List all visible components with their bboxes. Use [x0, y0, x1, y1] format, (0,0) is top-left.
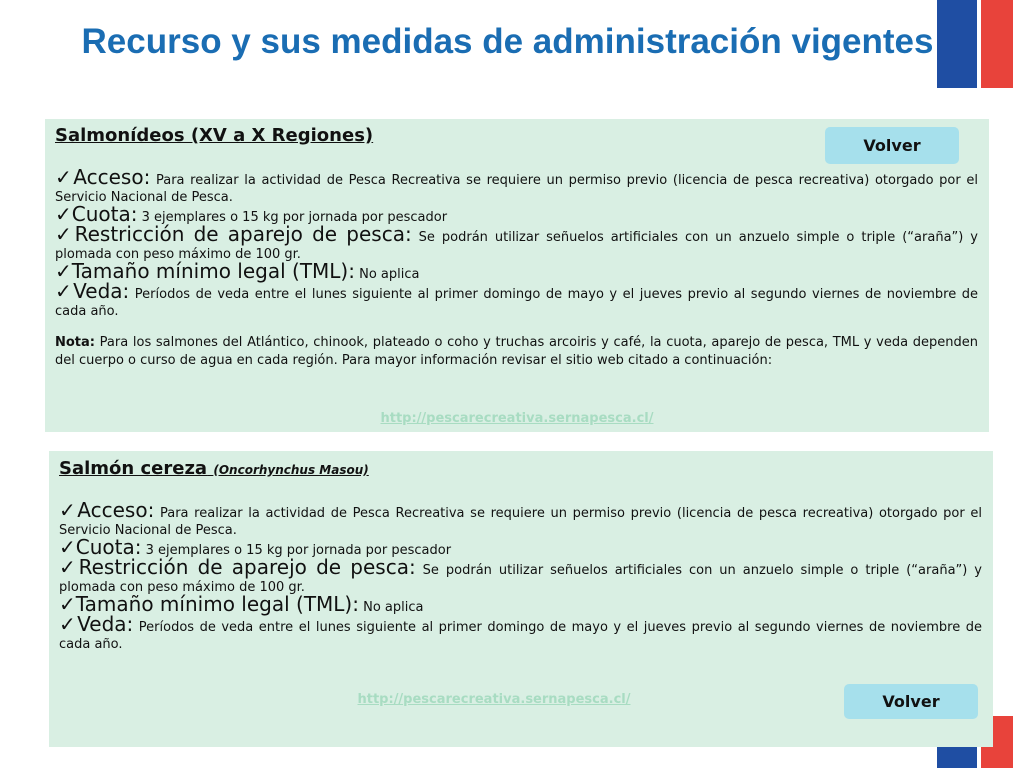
check-icon: ✓: [55, 222, 75, 246]
item-acceso: ✓Acceso: Para realizar la actividad de Pesca Recreativa se requiere un permiso previo (licencia de pesca recreativa) otorgado por el Servicio Nacional de Pesca.: [55, 165, 979, 205]
check-icon: ✓: [59, 592, 76, 616]
volver-button[interactable]: Volver: [844, 684, 978, 719]
volver-button[interactable]: Volver: [825, 127, 959, 164]
scientific-name: (Oncorhynchus Masou): [213, 463, 369, 477]
check-icon: ✓: [59, 535, 76, 559]
section-heading: Salmón cereza (Oncorhynchus Masou): [59, 458, 369, 479]
section-salmonideos: [45, 119, 989, 432]
check-icon: ✓: [59, 612, 78, 636]
check-icon: ✓: [55, 279, 74, 303]
check-icon: ✓: [55, 259, 72, 283]
section-heading: Salmonídeos (XV a X Regiones): [55, 125, 374, 146]
item-restriccion: ✓Restricción de aparejo de pesca: Se podrán utilizar señuelos artificiales con un anzuelo simple o triple (“araña”) y plomada con peso máximo de 100 gr.: [55, 222, 979, 262]
sernapesca-link[interactable]: http://pescarecreativa.sernapesca.cl/: [380, 411, 654, 426]
check-icon: ✓: [55, 165, 74, 189]
check-icon: ✓: [55, 202, 72, 226]
item-tml: ✓Tamaño mínimo legal (TML): No aplica: [55, 259, 420, 283]
item-veda: ✓Veda: Períodos de veda entre el lunes siguiente al primer domingo de mayo y el jueves previo al segundo viernes de noviembre de cada año.: [59, 612, 982, 652]
sernapesca-link[interactable]: http://pescarecreativa.sernapesca.cl/: [357, 692, 631, 707]
check-icon: ✓: [59, 498, 78, 522]
page-title: Recurso y sus medidas de administración vigentes: [81, 22, 934, 61]
item-acceso: ✓Acceso: Para realizar la actividad de Pesca Recreativa se requiere un permiso previo (licencia de pesca recreativa) otorgado por el Servicio Nacional de Pesca.: [59, 498, 983, 538]
item-tml: ✓Tamaño mínimo legal (TML): No aplica: [59, 592, 424, 616]
nota-text: Nota: Para los salmones del Atlántico, chinook, plateado o coho y truchas arcoiris y café, la cuota, aparejo de pesca, TML y veda dependen del cuerpo o curso de agua en cada región. Para mayor información revisar el sitio web citado a continuación:: [55, 335, 978, 368]
item-restriccion: ✓Restricción de aparejo de pesca: Se podrán utilizar señuelos artificiales con un anzuelo simple o triple (“araña”) y plomada con peso máximo de 100 gr.: [59, 555, 983, 595]
check-icon: ✓: [59, 555, 79, 579]
item-cuota: ✓Cuota: 3 ejemplares o 15 kg por jornada por pescador: [55, 202, 448, 226]
item-veda: ✓Veda: Períodos de veda entre el lunes siguiente al primer domingo de mayo y el jueves previo al segundo viernes de noviembre de cada año.: [55, 279, 978, 319]
item-cuota: ✓Cuota: 3 ejemplares o 15 kg por jornada por pescador: [59, 535, 452, 559]
